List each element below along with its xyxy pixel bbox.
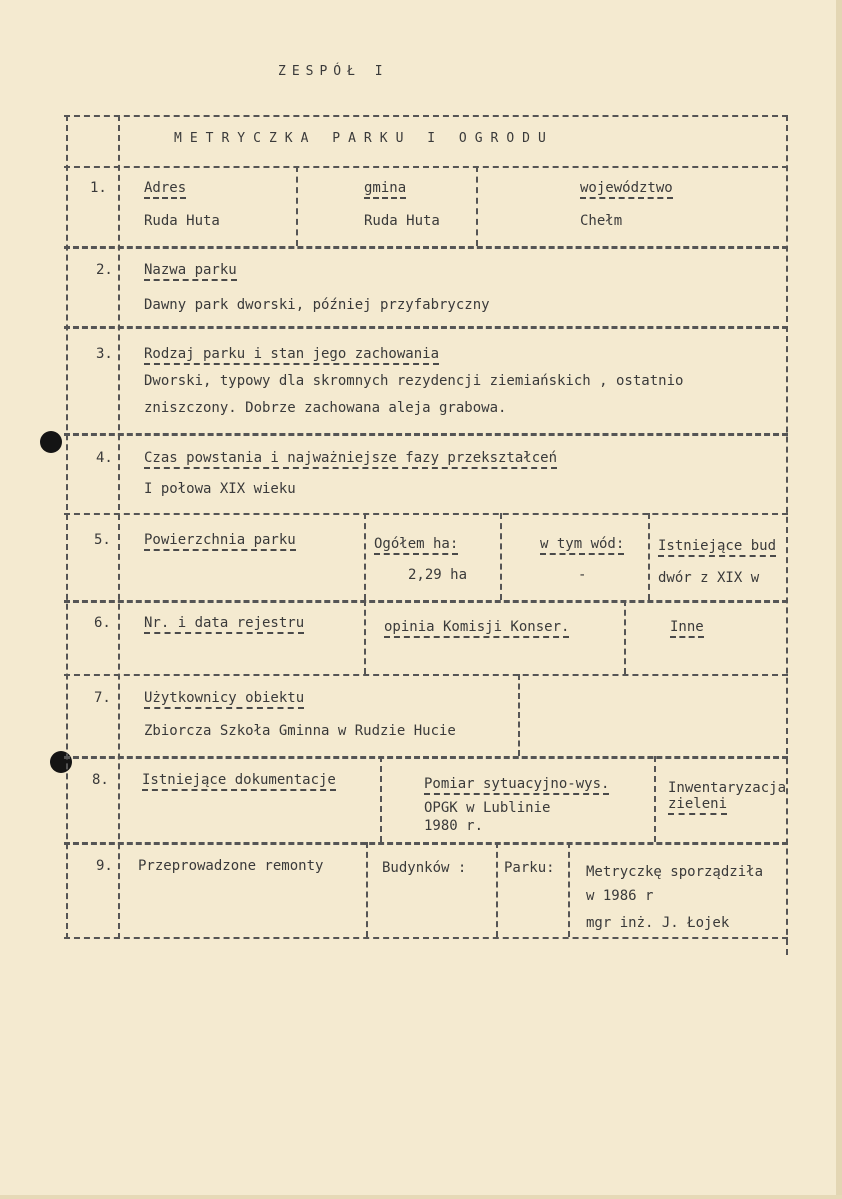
address-label: Adres [144, 180, 186, 196]
address-value: Ruda Huta [144, 213, 220, 229]
total-area-value: 2,29 ha [408, 567, 468, 583]
cell-divider [500, 513, 502, 600]
park-name-label: Nazwa parku [144, 262, 237, 278]
table-border-right [786, 115, 788, 955]
water-area-label: w tym wód: [540, 536, 624, 552]
paper-edge [836, 0, 842, 1199]
row-number: 6. [94, 615, 111, 631]
row-divider [64, 433, 788, 436]
row-number: 8. [92, 772, 109, 788]
row-number: 4. [96, 450, 113, 466]
commune-value: Ruda Huta [364, 213, 440, 229]
cell-divider [496, 842, 498, 937]
other-label: Inne [670, 619, 704, 635]
documentation-label: Istniejące dokumentacje [142, 772, 336, 788]
table-border-left [66, 115, 68, 939]
register-label: Nr. i data rejestru [144, 615, 304, 631]
history-label: Czas powstania i najważniejsze fazy przekształceń [144, 450, 557, 466]
row-number: 9. [96, 858, 113, 874]
buildings-value: dwór z XIX w [658, 570, 760, 586]
users-value: Zbiorcza Szkoła Gminna w Rudzie Hucie [144, 723, 456, 739]
area-label: Powierzchnia parku [144, 532, 296, 548]
cell-divider [364, 600, 366, 674]
park-type-line: Dworski, typowy dla skromnych rezydencji ziemiańskich , ostatnio [144, 373, 684, 389]
table-border-top [64, 115, 788, 117]
buildings-renovation-label: Budynków : [382, 860, 467, 876]
survey-line: OPGK w Lublinie [424, 800, 551, 816]
park-name-value: Dawny park dworski, później przyfabryczny [144, 297, 490, 313]
cell-divider [654, 756, 656, 842]
cell-divider [296, 166, 298, 246]
cell-divider [380, 756, 382, 842]
users-label: Użytkownicy obiektu [144, 690, 304, 706]
buildings-label: Istniejące bud [658, 538, 776, 554]
form-title: METRYCZKA PARKU I OGRODU [174, 131, 554, 146]
row-divider [64, 756, 788, 759]
cell-divider [648, 513, 650, 600]
greenery-inventory-line: zieleni [668, 796, 727, 812]
row-number: 1. [90, 180, 107, 196]
park-renovation-label: Parku: [504, 860, 555, 876]
signature-line: Metryczkę sporządziła [586, 864, 764, 880]
history-value: I połowa XIX wieku [144, 481, 296, 497]
row-number: 3. [96, 346, 113, 362]
row-divider [64, 246, 788, 249]
water-area-value: - [578, 567, 587, 583]
total-area-label: Ogółem ha: [374, 536, 458, 552]
signature-line: w 1986 r [586, 888, 654, 904]
cell-divider [518, 674, 520, 756]
row-number: 2. [96, 262, 113, 278]
renovations-label: Przeprowadzone remonty [138, 858, 324, 874]
voivodeship-value: Chełm [580, 213, 623, 229]
cell-divider [568, 842, 570, 937]
row-divider [64, 326, 788, 329]
paper-edge-bottom [0, 1195, 842, 1199]
row-divider [64, 513, 788, 515]
row-divider [64, 674, 788, 676]
row-number: 7. [94, 690, 111, 706]
survey-label: Pomiar sytuacyjno-wys. [424, 776, 609, 792]
row-divider [64, 842, 788, 845]
park-type-label: Rodzaj parku i stan jego zachowania [144, 346, 439, 362]
conservation-opinion-label: opinia Komisji Konser. [384, 619, 569, 635]
punch-hole [40, 431, 62, 453]
commune-label: gmina [364, 180, 406, 196]
signature-line: mgr inż. J. Łojek [586, 915, 730, 931]
cell-divider [624, 600, 626, 674]
voivodeship-label: województwo [580, 180, 673, 196]
punch-hole [50, 751, 72, 773]
cell-divider [476, 166, 478, 246]
row-divider [64, 600, 788, 603]
row-number: 5. [94, 532, 111, 548]
survey-line: 1980 r. [424, 818, 484, 834]
greenery-inventory-line: Inwentaryzacja [668, 780, 787, 796]
table-border-bottom [64, 937, 788, 939]
park-type-line: zniszczony. Dobrze zachowana aleja grabowa. [144, 400, 507, 416]
cell-divider [366, 842, 368, 937]
set-heading: ZESPÓŁ I [278, 64, 389, 79]
cell-divider [364, 513, 366, 600]
row-divider [64, 166, 788, 168]
number-column-divider [118, 115, 120, 939]
